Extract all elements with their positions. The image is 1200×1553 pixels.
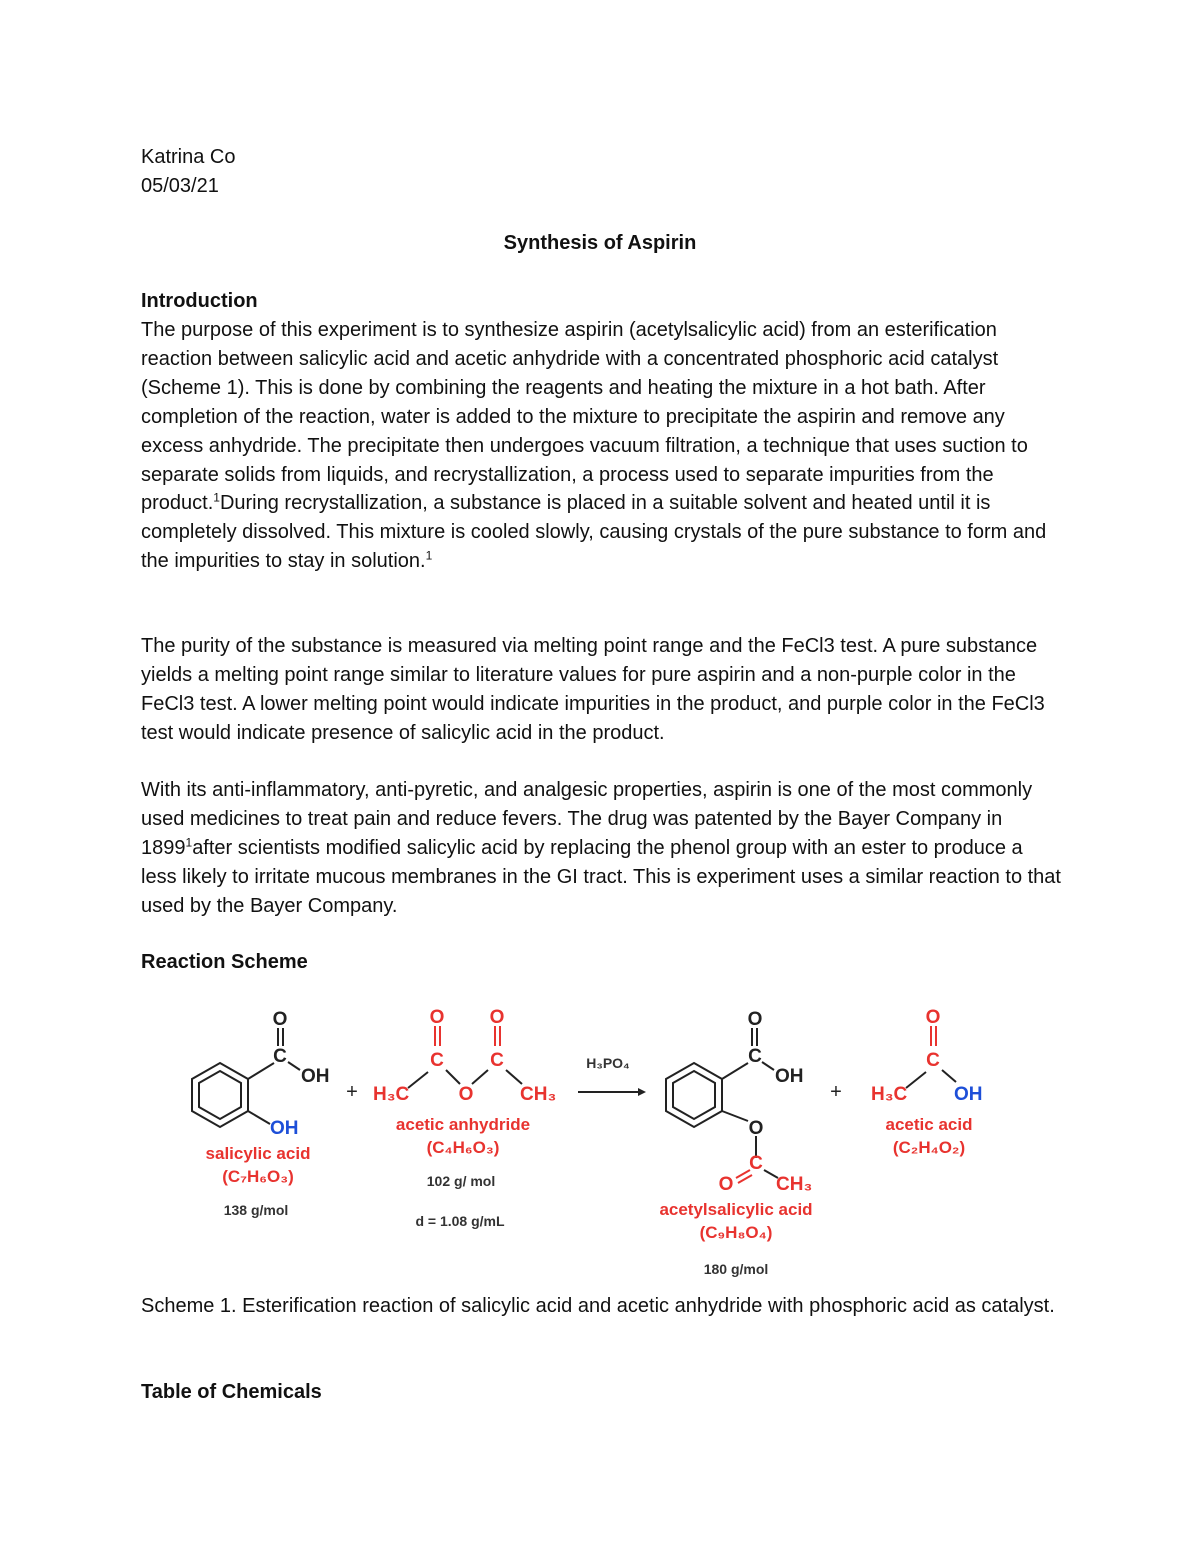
acetic-acid-structure [871, 1007, 983, 1157]
citation-superscript: 1 [425, 548, 433, 563]
salicylic-acid-structure [192, 1009, 330, 1218]
scheme-caption: Scheme 1. Esterification reaction of salicylic acid and acetic anhydride with phosphoric acid as catalyst. [141, 1295, 1055, 1317]
acetic-acid-formula: (C₂H₄O₂) [892, 1138, 966, 1157]
salicylic-acid-formula: (C₇H₆O₃) [222, 1167, 294, 1186]
intro-p3-text-b: after scientists modified salicylic acid by replacing the phenol group with an ester to produce a less likely to irritate mucous membranes in the GI tract. This is experiment uses a similar reaction to that used by the Bayer Company. [141, 836, 1061, 917]
catalyst-label: H₃PO₄ [586, 1055, 630, 1071]
author-name: Katrina Co [141, 146, 236, 168]
atom-label: C [748, 1046, 762, 1067]
introduction-paragraph-1 [141, 316, 1061, 576]
atom-label: C [749, 1153, 763, 1174]
acetic-anhydride-formula: (C₄H₆O₃) [426, 1138, 500, 1157]
reaction-scheme-heading: Reaction Scheme [141, 951, 308, 973]
intro-p1-text-b: During recrystallization, a substance is placed in a suitable solvent and heated until it is completely dissolved. This mixture is cooled slowly, causing crystals of the pure substance to form and the impurities to stay in solution. [141, 492, 1047, 573]
atom-label: O [429, 1007, 445, 1028]
atom-label: OH [270, 1118, 299, 1139]
introduction-paragraph-3 [141, 776, 1061, 921]
document-title: Synthesis of Aspirin [503, 232, 697, 254]
atom-label: O [925, 1007, 941, 1028]
acetic-anhydride-name: acetic anhydride [395, 1115, 531, 1134]
atom-label: O [718, 1174, 734, 1195]
acetic-anhydride-density: d = 1.08 g/mL [415, 1213, 505, 1229]
acetic-acid-name: acetic acid [885, 1115, 973, 1134]
atom-label: O [458, 1084, 474, 1105]
reaction-scheme-diagram [170, 1000, 1030, 1290]
citation-superscript: 1 [185, 835, 193, 850]
acetic-anhydride-structure [373, 1007, 556, 1229]
atom-label: CH₃ [776, 1174, 813, 1195]
reaction-arrow [578, 1055, 646, 1096]
atom-label: C [273, 1046, 287, 1067]
acetylsalicylic-acid-name: acetylsalicylic acid [659, 1200, 813, 1219]
introduction-paragraph-2: The purity of the substance is measured via melting point range and the FeCl3 test. A pure substance yields a melting point range similar to literature values for pure aspirin and a non-purple color in the FeCl3 test. A lower melting point would indicate impurities in the product, and purple color in the FeCl3 test would indicate presence of salicylic acid in the product. [141, 635, 1045, 744]
atom-label: O [489, 1007, 505, 1028]
acetic-anhydride-mass: 102 g/ mol [426, 1173, 496, 1189]
atom-label: CH₃ [520, 1084, 557, 1105]
acetylsalicylic-acid-mass: 180 g/mol [703, 1261, 769, 1277]
atom-label: OH [954, 1084, 983, 1105]
atom-label: C [430, 1050, 444, 1071]
intro-p3-text-a: With its anti-inflammatory, anti-pyretic, and analgesic properties, aspirin is one of the most commonly used medicines to treat pain and reduce fevers. The drug was patented by the Bayer Company in 1899 [141, 779, 1033, 859]
atom-label: OH [301, 1066, 330, 1087]
atom-label: O [747, 1009, 763, 1030]
atom-label: C [490, 1050, 504, 1071]
salicylic-acid-mass: 138 g/mol [223, 1202, 289, 1218]
acetylsalicylic-acid-structure [659, 1009, 812, 1277]
plus-sign: + [830, 1081, 842, 1103]
atom-label: H₃C [373, 1084, 410, 1105]
acetylsalicylic-acid-formula: (C₉H₈O₄) [699, 1223, 773, 1242]
introduction-heading: Introduction [141, 290, 258, 312]
atom-label: H₃C [871, 1084, 908, 1105]
plus-sign: + [346, 1081, 358, 1103]
atom-label: OH [775, 1066, 804, 1087]
atom-label: C [926, 1050, 940, 1071]
report-date: 05/03/21 [141, 175, 219, 197]
salicylic-acid-name: salicylic acid [205, 1144, 311, 1163]
atom-label: O [272, 1009, 288, 1030]
table-of-chemicals-heading: Table of Chemicals [141, 1381, 322, 1403]
atom-label: O [748, 1118, 764, 1139]
intro-p1-text-a: The purpose of this experiment is to synthesize aspirin (acetylsalicylic acid) from an esterification reaction between salicylic acid and acetic anhydride with a concentrated phosphoric acid catalyst (Scheme 1). This is done by combining the reagents and heating the mixture in a hot bath. After completion of the reaction, water is added to the mixture to precipitate the aspirin and remove any excess anhydride. The precipitate then undergoes vacuum filtration, a technique that uses suction to separate solids from liquids, and recrystallization, a process used to separate impurities from the product. [141, 319, 1028, 515]
citation-superscript: 1 [213, 490, 220, 505]
